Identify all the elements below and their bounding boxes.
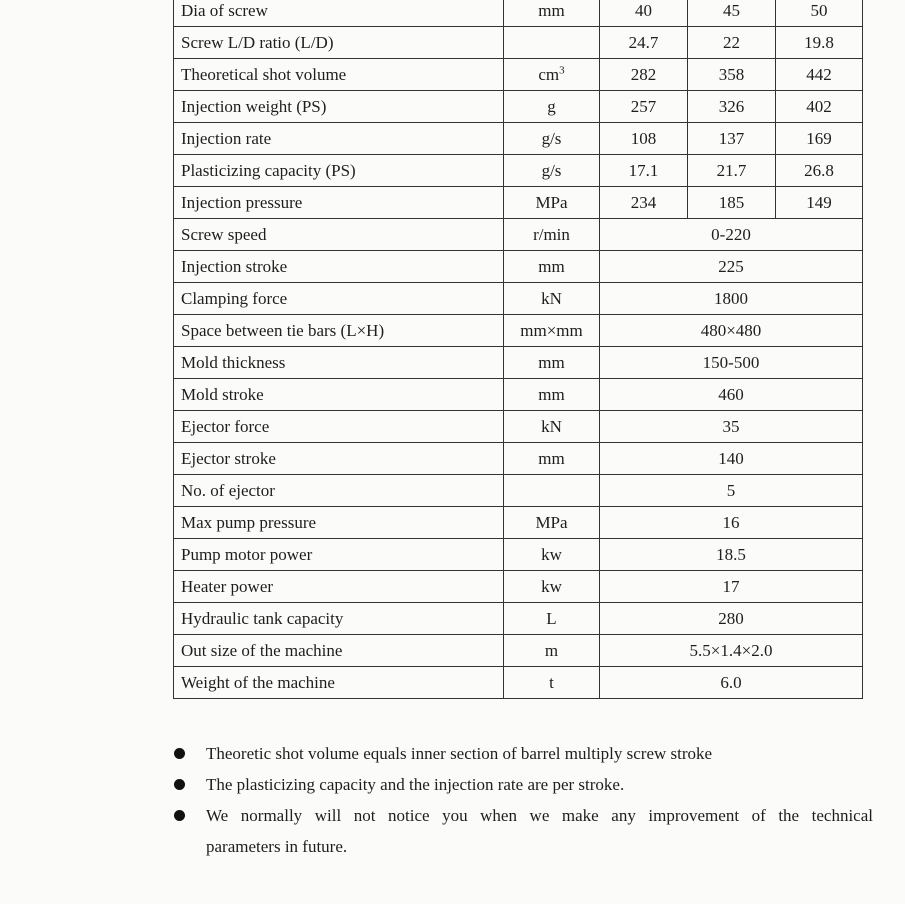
note-text: The plasticizing capacity and the injection rate are per stroke. [206,775,625,794]
value-cell: 40 [600,0,688,27]
parameter-cell: Mold thickness [174,347,504,379]
value-cell: 1800 [600,283,863,315]
unit-text: r/min [533,225,570,244]
value-cell: 234 [600,187,688,219]
unit-text: g/s [541,161,562,180]
value-cell: 358 [688,59,776,91]
unit-cell [504,251,600,283]
unit-cell [504,571,600,603]
value-cell: 19.8 [776,27,863,59]
value-cell: 24.7 [600,27,688,59]
value-cell: 442 [776,59,863,91]
note-item [173,738,873,769]
value-cell: 0-220 [600,219,863,251]
parameter-cell: Screw L/D ratio (L/D) [174,27,504,59]
unit-text: mm [538,449,565,468]
parameter-cell: Hydraulic tank capacity [174,603,504,635]
unit-cell [504,635,600,667]
note-continuation: parameters in future. [206,837,348,856]
parameter-cell: Max pump pressure [174,507,504,539]
parameter-cell: Heater power [174,571,504,603]
table-row [174,347,863,379]
unit-cell [504,219,600,251]
unit-text: t [549,673,554,692]
unit-cell [504,475,600,507]
value-cell: 280 [600,603,863,635]
value-cell: 225 [600,251,863,283]
bullet-icon [174,810,185,821]
note-item [173,769,873,800]
parameter-cell: Mold stroke [174,379,504,411]
value-cell: 257 [600,91,688,123]
value-cell: 150-500 [600,347,863,379]
table-row [174,283,863,315]
parameter-cell: Ejector stroke [174,443,504,475]
note-item [173,800,873,862]
unit-cell [504,411,600,443]
parameter-cell: Clamping force [174,283,504,315]
value-cell: 26.8 [776,155,863,187]
unit-cell [504,91,600,123]
value-cell: 45 [688,0,776,27]
parameter-cell: Screw speed [174,219,504,251]
unit-text: MPa [535,513,568,532]
value-cell: 35 [600,411,863,443]
parameter-cell: Out size of the machine [174,635,504,667]
table-row [174,315,863,347]
table-row [174,123,863,155]
unit-cell [504,539,600,571]
parameter-cell: Injection rate [174,123,504,155]
table-row [174,635,863,667]
table-row [174,155,863,187]
unit-cell [504,667,600,699]
unit-cell [504,187,600,219]
unit-cell [504,0,600,27]
value-cell: 17 [600,571,863,603]
note-text: We normally will not notice you when we make any improvement of the technical [206,806,873,825]
unit-cell [504,283,600,315]
value-cell: 169 [776,123,863,155]
table-row [174,187,863,219]
unit-text: cm [538,65,560,84]
value-cell: 402 [776,91,863,123]
value-cell: 460 [600,379,863,411]
value-cell: 18.5 [600,539,863,571]
value-cell: 22 [688,27,776,59]
unit-cell [504,603,600,635]
unit-cell [504,507,600,539]
table-row [174,219,863,251]
value-cell: 21.7 [688,155,776,187]
note-text: Theoretic shot volume equals inner section of barrel multiply screw stroke [206,744,713,763]
unit-text: kw [541,577,562,596]
table-row [174,571,863,603]
unit-text: L [546,609,557,628]
unit-text: mm [538,1,565,20]
table-row [174,507,863,539]
table-row [174,251,863,283]
unit-text: mm [538,385,565,404]
unit-text: g [547,97,556,116]
parameter-cell: Injection pressure [174,187,504,219]
value-cell: 480×480 [600,315,863,347]
unit-text: kN [541,289,562,308]
table-row [174,379,863,411]
parameter-cell: Injection stroke [174,251,504,283]
table-row [174,475,863,507]
table-row [174,443,863,475]
unit-cell [504,379,600,411]
unit-text: kN [541,417,562,436]
unit-cell [504,315,600,347]
parameter-cell: Space between tie bars (L×H) [174,315,504,347]
value-cell: 50 [776,0,863,27]
value-cell: 282 [600,59,688,91]
unit-text: MPa [535,193,568,212]
unit-text: mm×mm [520,321,583,340]
table-row [174,411,863,443]
value-cell: 185 [688,187,776,219]
value-cell: 137 [688,123,776,155]
parameter-cell: Theoretical shot volume [174,59,504,91]
unit-text: mm [538,257,565,276]
value-cell: 6.0 [600,667,863,699]
value-cell: 17.1 [600,155,688,187]
unit-text: g/s [541,129,562,148]
unit-text: kw [541,545,562,564]
parameter-cell: Ejector force [174,411,504,443]
value-cell: 5 [600,475,863,507]
bullet-icon [174,748,185,759]
table-row [174,603,863,635]
table-row [174,667,863,699]
table-row [174,27,863,59]
unit-superscript: 3 [559,64,565,77]
parameter-cell: Plasticizing capacity (PS) [174,155,504,187]
parameter-cell: Pump motor power [174,539,504,571]
unit-cell [504,347,600,379]
parameter-cell: Injection weight (PS) [174,91,504,123]
parameter-cell: Weight of the machine [174,667,504,699]
value-cell: 5.5×1.4×2.0 [600,635,863,667]
unit-text: m [544,641,559,660]
value-cell: 149 [776,187,863,219]
table-row [174,59,863,91]
unit-cell [504,123,600,155]
unit-cell [504,27,600,59]
value-cell: 326 [688,91,776,123]
value-cell: 108 [600,123,688,155]
table-row [174,539,863,571]
value-cell: 140 [600,443,863,475]
parameter-cell: No. of ejector [174,475,504,507]
table-row [174,91,863,123]
unit-cell [504,155,600,187]
bullet-icon [174,779,185,790]
specification-table [173,0,863,699]
unit-cell [504,59,600,91]
notes-list [173,738,873,862]
value-cell: 16 [600,507,863,539]
parameter-cell: Dia of screw [174,0,504,27]
table-row [174,0,863,27]
unit-text: mm [538,353,565,372]
unit-cell [504,443,600,475]
